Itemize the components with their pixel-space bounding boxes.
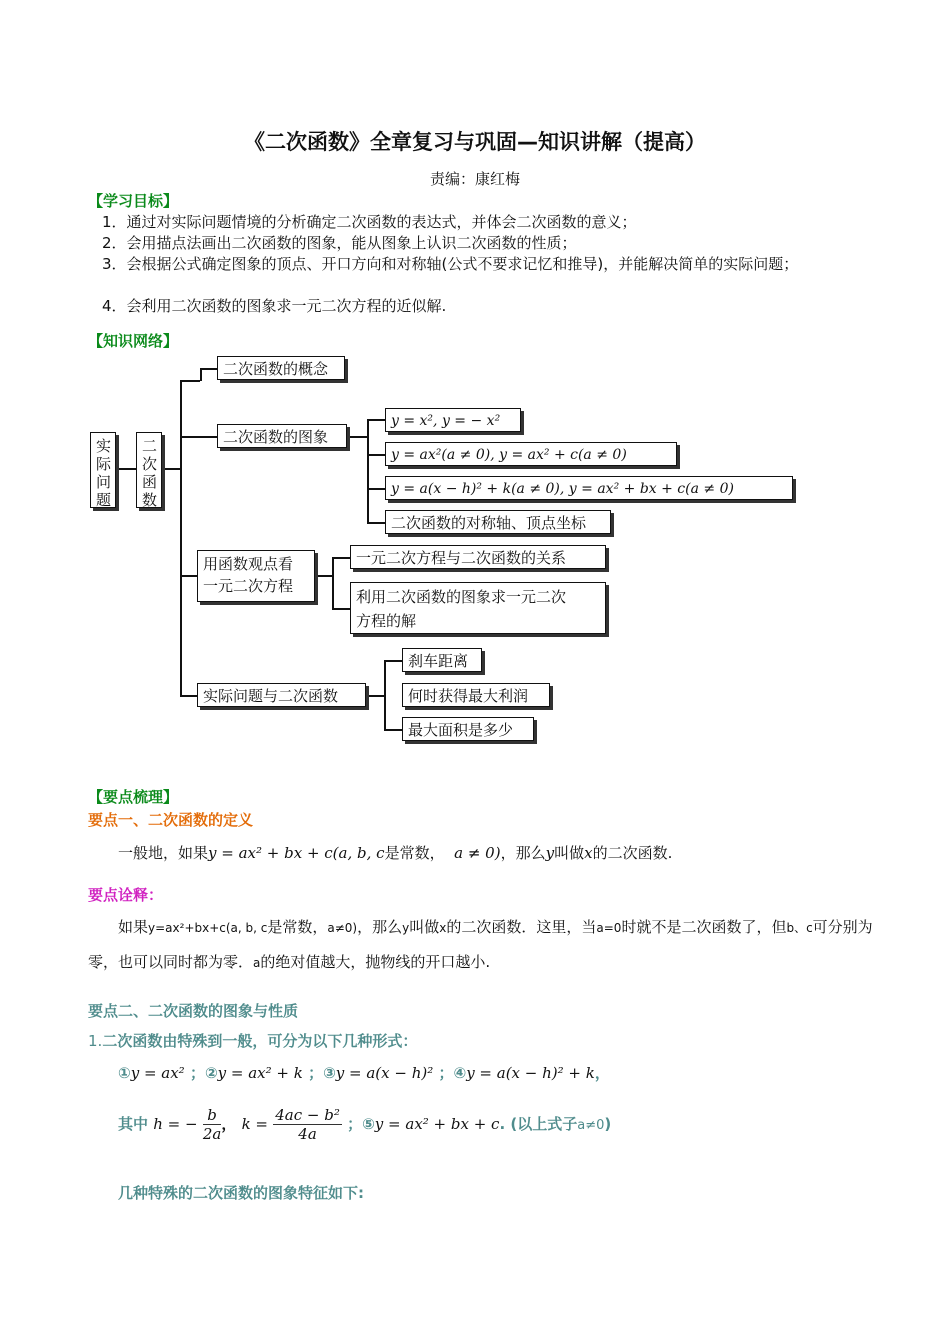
diagram-connector (367, 419, 385, 421)
diagram-connector (180, 695, 197, 697)
node-equation-view (197, 550, 315, 602)
k-denominator: 4a (298, 1125, 317, 1143)
explain-text: 时就不是二次函数了，但 (621, 918, 787, 936)
explain-var: y (402, 921, 410, 935)
definition-text: 叫做 (554, 844, 585, 862)
explain-paragraph (88, 910, 878, 980)
special-heading: 几种特殊的二次函数的图象特征如下: (118, 1184, 365, 1202)
explain-text: 如果 (118, 918, 149, 936)
diagram-connector (366, 695, 384, 697)
editor-line: 责编：康红梅 (429, 170, 520, 188)
definition-text: 的二次函数. (592, 844, 673, 862)
explain-formula: y=ax²+bx+c(a, b, c (148, 921, 268, 935)
points-heading: 【要点梳理】 (88, 788, 179, 806)
definition-text: 是常数， (384, 844, 445, 862)
node-braking-distance: 刹车距离 (402, 648, 482, 672)
forms-number: 1. (88, 1032, 103, 1050)
explain-title: 要点诠释： (88, 886, 164, 904)
definition-line (118, 842, 672, 863)
diagram-connector (367, 454, 385, 456)
form-3: y = a(x − h)² (335, 1064, 434, 1082)
k-lhs: k = (241, 1115, 269, 1133)
diagram-connector (200, 368, 217, 370)
diagram-connector (332, 608, 350, 610)
form-marker: ；② (189, 1064, 218, 1082)
forms-note: ) (604, 1115, 612, 1133)
h-fraction (203, 1106, 222, 1143)
form-4: y = a(x − h)² + k (466, 1064, 595, 1082)
form-1: y = ax² (130, 1064, 185, 1082)
goal-item: 3．会根据公式确定图象的顶点、开口方向和对称轴(公式不要求记忆和推导)，并能解决简单的实际问题； (102, 255, 799, 273)
form-marker: ， (594, 1064, 610, 1082)
explain-text: 的二次函数．这里，当 (446, 918, 597, 936)
diagram-connector (200, 368, 202, 381)
diagram-connector (180, 575, 197, 577)
separator: ， (221, 1115, 237, 1133)
diagram-connector (384, 729, 402, 731)
diagram-connector (384, 660, 386, 730)
explain-text: ，那么 (357, 918, 403, 936)
explain-var: x (439, 921, 447, 935)
node-graph-form-3: y = a(x − h)² + k(a ≠ 0), y = ax² + bx + c(a ≠ 0) (385, 476, 793, 500)
definition-var-x: x (584, 844, 593, 862)
diagram-connector (332, 557, 334, 609)
k-fraction (273, 1106, 342, 1143)
goal-item: 1．通过对实际问题情境的分析确定二次函数的表达式，并体会二次函数的意义； (102, 213, 637, 231)
definition-text: ，那么 (500, 844, 546, 862)
diagram-connector (180, 436, 217, 438)
node-graph-form-1: y = x², y = − x² (385, 408, 521, 432)
explain-text: 是常数， (267, 918, 328, 936)
explain-condition: a≠0) (327, 921, 358, 935)
definition-var-y: y (545, 844, 555, 862)
h-denominator: 2a (202, 1125, 222, 1143)
diagram-connector (367, 522, 385, 524)
diagram-connector (116, 468, 138, 470)
forms-condition: a≠0 (577, 1118, 605, 1133)
diagram-connector (180, 380, 200, 382)
node-max-area: 最大面积是多少 (402, 717, 534, 741)
explain-text: 可分别为零，也可以同时都为零． (88, 918, 873, 971)
forms-title: 二次函数由特殊到一般，可分为以下几种形式： (102, 1032, 418, 1050)
node-concept: 二次函数的概念 (217, 356, 345, 380)
explain-var: b、c (786, 921, 813, 935)
node-practical-quadratic: 实际问题与二次函数 (197, 683, 366, 707)
k-numerator: 4ac − b² (275, 1106, 340, 1124)
node-equation-relation: 一元二次方程与二次函数的关系 (350, 545, 606, 569)
diagram-connector (332, 557, 350, 559)
node-equation-line-2: 一元二次方程 (203, 577, 294, 595)
forms-list (118, 1058, 610, 1088)
h-lhs: h = − (153, 1115, 198, 1133)
node-solve-line-1: 利用二次函数的图象求一元二次 (356, 588, 567, 606)
form-marker: ① (118, 1064, 131, 1082)
node-quadratic-function: 二次函数 (136, 432, 162, 508)
diagram-connector (367, 419, 369, 523)
diagram-connector (315, 575, 332, 577)
goals-heading: 【学习目标】 (88, 192, 179, 210)
explain-var: a=0 (596, 921, 622, 935)
definition-formula: y = ax² + bx + c(a, b, c (208, 844, 385, 862)
node-max-profit: 何时获得最大利润 (402, 683, 550, 707)
node-solve-line-2: 方程的解 (356, 612, 417, 630)
network-heading: 【知识网络】 (88, 332, 179, 350)
forms-note: . (以上式子 (499, 1115, 578, 1133)
diagram-connector (384, 660, 402, 662)
explain-var: a (253, 956, 261, 970)
form-marker: ；④ (438, 1064, 467, 1082)
form-5: y = ax² + bx + c (374, 1115, 500, 1133)
diagram-connector (367, 488, 385, 490)
diagram-connector (161, 468, 181, 470)
h-numerator: b (203, 1106, 222, 1125)
node-practical-problem: 实际问题 (90, 432, 116, 508)
explain-text: 的绝对值越大，抛物线的开口越小. (260, 953, 491, 971)
node-equation-line-1: 用函数观点看 (203, 555, 294, 573)
diagram-connector (180, 380, 182, 695)
form-marker: ；③ (308, 1064, 336, 1082)
point1-title: 要点一、二次函数的定义 (88, 811, 254, 829)
explain-text: 叫做 (409, 918, 440, 936)
node-graph: 二次函数的图象 (217, 424, 347, 448)
node-axis-vertex: 二次函数的对称轴、顶点坐标 (385, 510, 611, 534)
page-title: 《二次函数》全章复习与巩固—知识讲解（提高） (244, 130, 706, 154)
node-equation-solve (350, 582, 606, 634)
goal-item: 4．会利用二次函数的图象求一元二次方程的近似解. (102, 297, 447, 315)
diagram-connector (347, 436, 367, 438)
point2-title: 要点二、二次函数的图象与性质 (88, 1002, 299, 1020)
forms-heading (88, 1030, 417, 1051)
form-2: y = ax² + k (217, 1064, 303, 1082)
node-graph-form-2: y = ax²(a ≠ 0), y = ax² + c(a ≠ 0) (385, 442, 677, 466)
definition-condition: a ≠ 0) (454, 844, 501, 862)
goal-item: 2．会用描点法画出二次函数的图象，能从图象上认识二次函数的性质； (102, 234, 577, 252)
vertex-formulas (118, 1104, 611, 1146)
definition-text: 一般地，如果 (118, 844, 209, 862)
form-marker: ；⑤ (347, 1115, 375, 1133)
where-label: 其中 (118, 1115, 149, 1133)
